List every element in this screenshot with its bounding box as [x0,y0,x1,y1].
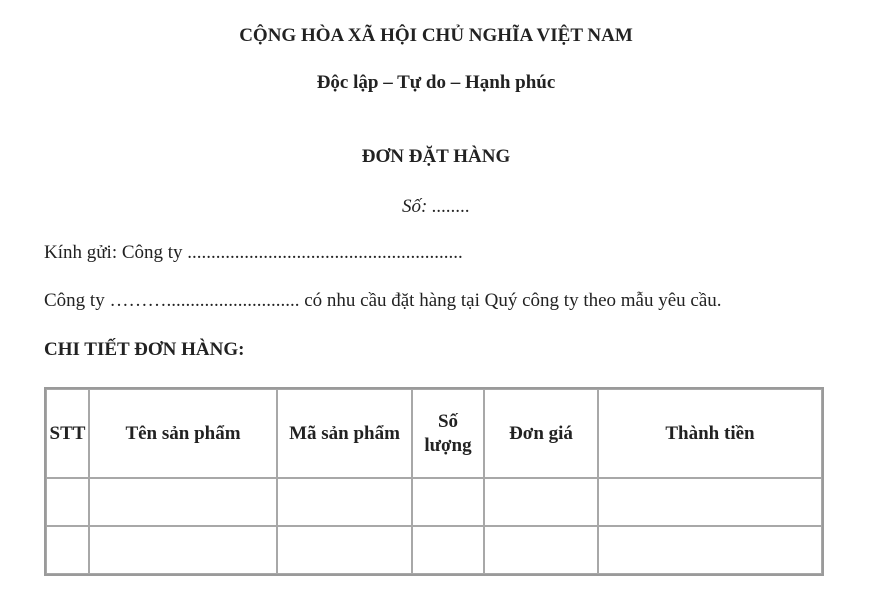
col-quantity-label: Số lượng [424,410,472,456]
nation-heading: CỘNG HÒA XÃ HỘI CHỦ NGHĨA VIỆT NAM [239,25,633,46]
section-title: CHI TIẾT ĐƠN HÀNG: [44,339,245,360]
recipient-line: Kính gửi: Công ty .......................................................... [44,242,463,263]
cell[interactable] [484,526,598,574]
document-number: Số: ........ [401,196,471,217]
table-header-row [46,389,822,478]
motto: Độc lập – Tự do – Hạnh phúc [316,72,556,93]
col-unit-price: Đơn giá [484,389,598,478]
cell[interactable] [277,478,412,526]
cell[interactable] [277,526,412,574]
cell[interactable] [598,526,822,574]
table-row [46,526,822,574]
cell[interactable] [484,478,598,526]
cell[interactable] [89,526,277,574]
table-row [46,478,822,526]
cell[interactable] [598,478,822,526]
col-quantity [412,389,484,478]
col-product-code: Mã sản phẩm [277,389,412,478]
col-stt: STT [46,389,89,478]
cell[interactable] [412,526,484,574]
document-title: ĐƠN ĐẶT HÀNG [361,146,511,167]
cell[interactable] [412,478,484,526]
col-product-name: Tên sản phẩm [89,389,277,478]
col-total: Thành tiền [598,389,822,478]
cell[interactable] [46,478,89,526]
order-details-table [44,387,824,576]
cell[interactable] [89,478,277,526]
request-line: Công ty ………............................ có nhu cầu đặt hàng tại Quý công ty theo mẫu yêu cầu. [44,290,722,311]
cell[interactable] [46,526,89,574]
